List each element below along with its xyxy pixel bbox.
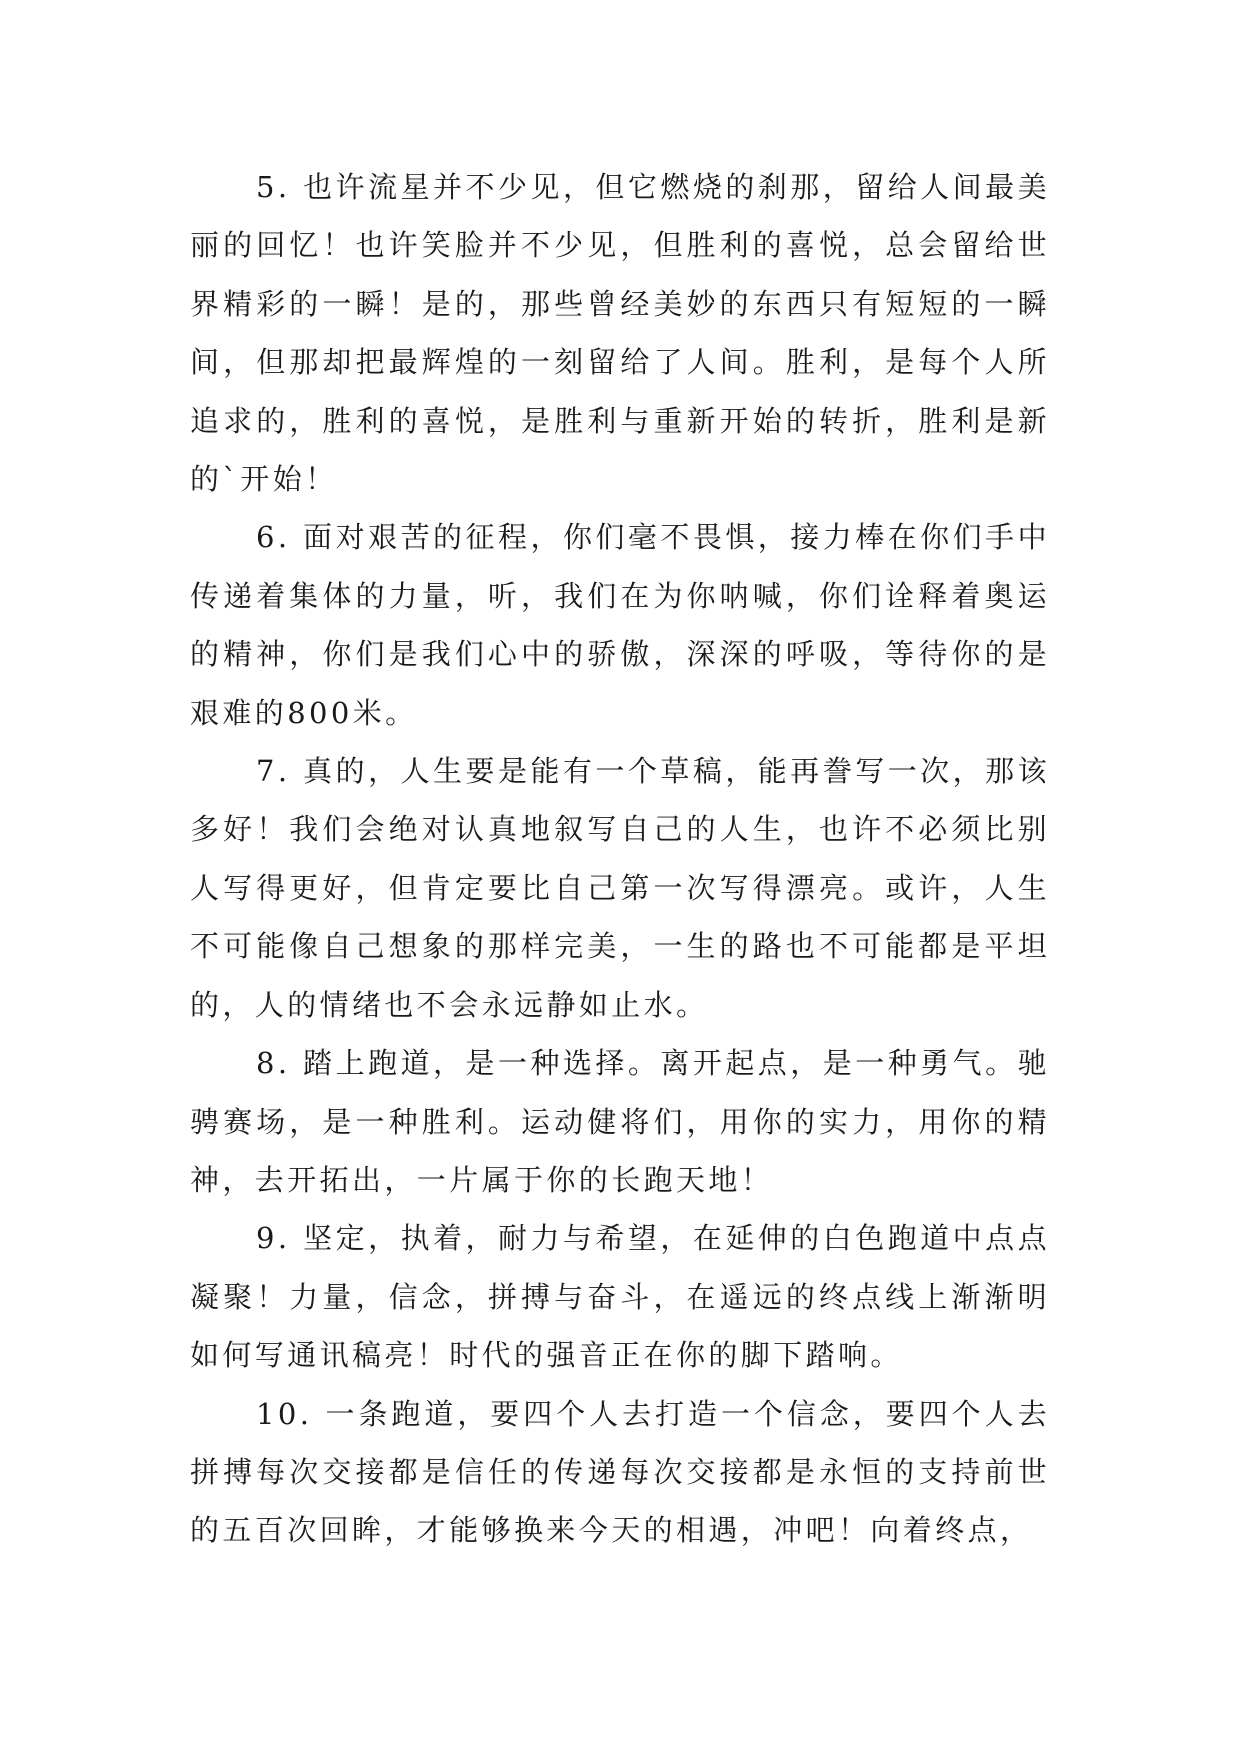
paragraph-5: 5. 也许流星并不少见，但它燃烧的刹那，留给人间最美丽的回忆！也许笑脸并不少见，但胜利的喜悦，总会留给世界精彩的一瞬！是的，那些曾经美妙的东西只有短短的一瞬间，但那却把最辉煌的一刻留给了人间。胜利，是每个人所追求的，胜利的喜悦，是胜利与重新开始的转折，胜利是新的`开始！ [190,170,1050,497]
paragraph-6: 6. 面对艰苦的征程，你们毫不畏惧，接力棒在你们手中传递着集体的力量，听，我们在为你呐喊，你们诠释着奥运的精神，你们是我们心中的骄傲，深深的呼吸，等待你的是艰难的800米。 [190,520,1050,730]
paragraph-10: 10. 一条跑道，要四个人去打造一个信念，要四个人去拼搏每次交接都是信任的传递每次交接都是永恒的支持前世的五百次回眸，才能够换来今天的相遇，冲吧！向着终点， [190,1396,1050,1548]
document-body [190,158,1050,1560]
paragraph-9: 9. 坚定，执着，耐力与希望，在延伸的白色跑道中点点凝聚！力量，信念，拼搏与奋斗，在遥远的终点线上渐渐明如何写通讯稿亮！时代的强音正在你的脚下踏响。 [190,1221,1050,1373]
paragraph-8: 8. 踏上跑道，是一种选择。离开起点，是一种勇气。驰骋赛场，是一种胜利。运动健将们，用你的实力，用你的精神，去开拓出，一片属于你的长跑天地！ [190,1046,1050,1197]
paragraph-7: 7. 真的，人生要是能有一个草稿，能再誊写一次，那该多好！我们会绝对认真地叙写自己的人生，也许不必须比别人写得更好，但肯定要比自己第一次写得漂亮。或许，人生不可能像自己想象的那样完美，一生的路也不可能都是平坦的，人的情绪也不会永远静如止水。 [190,754,1050,1022]
